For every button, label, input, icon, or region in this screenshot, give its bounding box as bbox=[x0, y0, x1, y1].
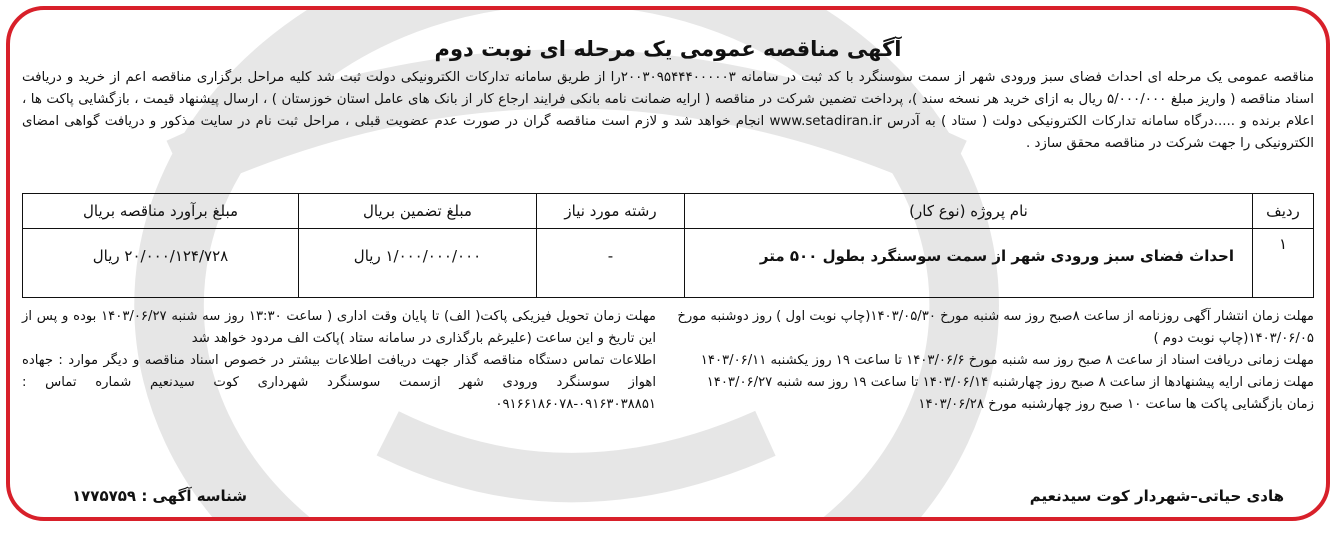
cell-row-number: ۱ bbox=[1253, 229, 1314, 298]
header-required-field: رشته مورد نیاز bbox=[537, 194, 685, 229]
contact-column bbox=[22, 306, 656, 416]
table-row bbox=[23, 229, 1314, 298]
tender-table bbox=[22, 193, 1314, 298]
delivery-deadline-text: مهلت زمان تحویل فیزیکی پاکت( الف) تا پایان وقت اداری ( ساعت ۱۳:۳۰ روز سه شنبه ۱۴۰۳/۰۶/۲۷ بوده و پس از این تاریخ و این ساعت (علیرغم بارگذاری در سامانه ستاد )پاکت الف مردود خواهد شد bbox=[22, 309, 657, 346]
cell-guarantee-amount: ۱/۰۰۰/۰۰۰/۰۰۰ ریال bbox=[299, 229, 537, 298]
table-header-row bbox=[23, 194, 1314, 229]
schedule-item: زمان بازگشایی پاکت ها ساعت ۱۰ صبح روز چهارشنبه مورخ ۱۴۰۳/۰۶/۲۸ bbox=[918, 397, 1314, 412]
notice-title: آگهی مناقصه عمومی یک مرحله ای نوبت دوم bbox=[434, 37, 902, 61]
schedule-item: مهلت زمانی دریافت اسناد از ساعت ۸ صبح روز سه شنبه مورخ ۱۴۰۳/۰۶/۶ تا ساعت ۱۹ روز یکشنبه ۱۴۰۳/۰۶/۱۱ bbox=[700, 353, 1314, 368]
signer-name: هادی حیاتی–شهردار کوت سیدنعیم bbox=[1029, 487, 1284, 505]
schedule-column bbox=[674, 306, 1314, 416]
cell-required-field: - bbox=[537, 229, 685, 298]
contact-info-text: اطلاعات تماس دستگاه مناقصه گذار جهت دریافت اطلاعات بیشتر در خصوص اسناد مناقصه و دیگر موارد : جهاده اهواز سوسنگرد ورودی شهر ازسمت سوسنگرد شهرداری کوت سیدنعیم شماره تماس : ۰۹۱۶۳۰۳۸۸۵۱-۰۹۱۶۶۱۸۶۰۷۸ bbox=[22, 353, 656, 412]
header-estimate-amount: مبلغ برآورد مناقصه بریال bbox=[23, 194, 299, 229]
header-row-number: ردیف bbox=[1253, 194, 1314, 229]
schedule-item: مهلت زمان انتشار آگهی روزنامه از ساعت ۸صبح روز سه شنبه مورخ ۱۴۰۳/۰۵/۳۰(چاپ نوبت اول ) روز دوشنبه مورخ ۱۴۰۳/۰۶/۰۵(چاپ نوبت دوم ) bbox=[677, 309, 1314, 346]
header-guarantee-amount: مبلغ تضمین بریال bbox=[299, 194, 537, 229]
notice-intro: مناقصه عمومی یک مرحله ای احداث فضای سبز ورودی شهر از سمت سوسنگرد با کد ثبت در سامانه ۲۰۰۳۰۹۵۴۴۴۰۰۰۰۰۳را از طریق سامانه تدارکات الکترونیکی دولت ثبت شد کلیه مراحل برگزاری مناقصه اعم از خرید و دریافت اسناد مناقصه ( واریز مبلغ ۵/۰۰۰/۰۰۰ ریال به ازای خرید هر نسخه سند )، پرداخت تضمین شرکت در مناقصه ( ارایه ضمانت نامه بانکی فرایند ارجاع کار از بانک های عامل استان خوزستان ) ، ارسال پیشنهاد قیمت ، بازگشایی پاکت ها ، اعلام برنده و .....درگاه سامانه تدارکات الکترونیکی دولت ( ستاد ) به آدرس www.setadiran.ir انجام خواهد شد و لازم است مناقصه گران در صورت عدم عضویت قبلی ، مراحل ثبت نام در سایت مذکور و دریافت گواهی امضای الکترونیکی را جهت شرکت در مناقصه محقق سازد . bbox=[22, 70, 1314, 151]
notice-frame bbox=[6, 6, 1330, 521]
notice-content bbox=[22, 36, 1314, 509]
header-project-name: نام پروژه (نوع کار) bbox=[685, 194, 1253, 229]
cell-estimate-amount: ۲۰/۰۰۰/۱۲۴/۷۲۸ ریال bbox=[23, 229, 299, 298]
ad-id: شناسه آگهی : ۱۷۷۵۷۵۹ bbox=[72, 487, 248, 505]
schedule-item: مهلت زمانی ارایه پیشنهادها از ساعت ۸ صبح روز چهارشنبه ۱۴۰۳/۰۶/۱۴ تا ساعت ۱۹ روز سه شنبه ۱۴۰۳/۰۶/۲۷ bbox=[706, 375, 1314, 390]
cell-project-name: احداث فضای سبز ورودی شهر از سمت سوسنگرد بطول ۵۰۰ متر bbox=[685, 229, 1253, 298]
